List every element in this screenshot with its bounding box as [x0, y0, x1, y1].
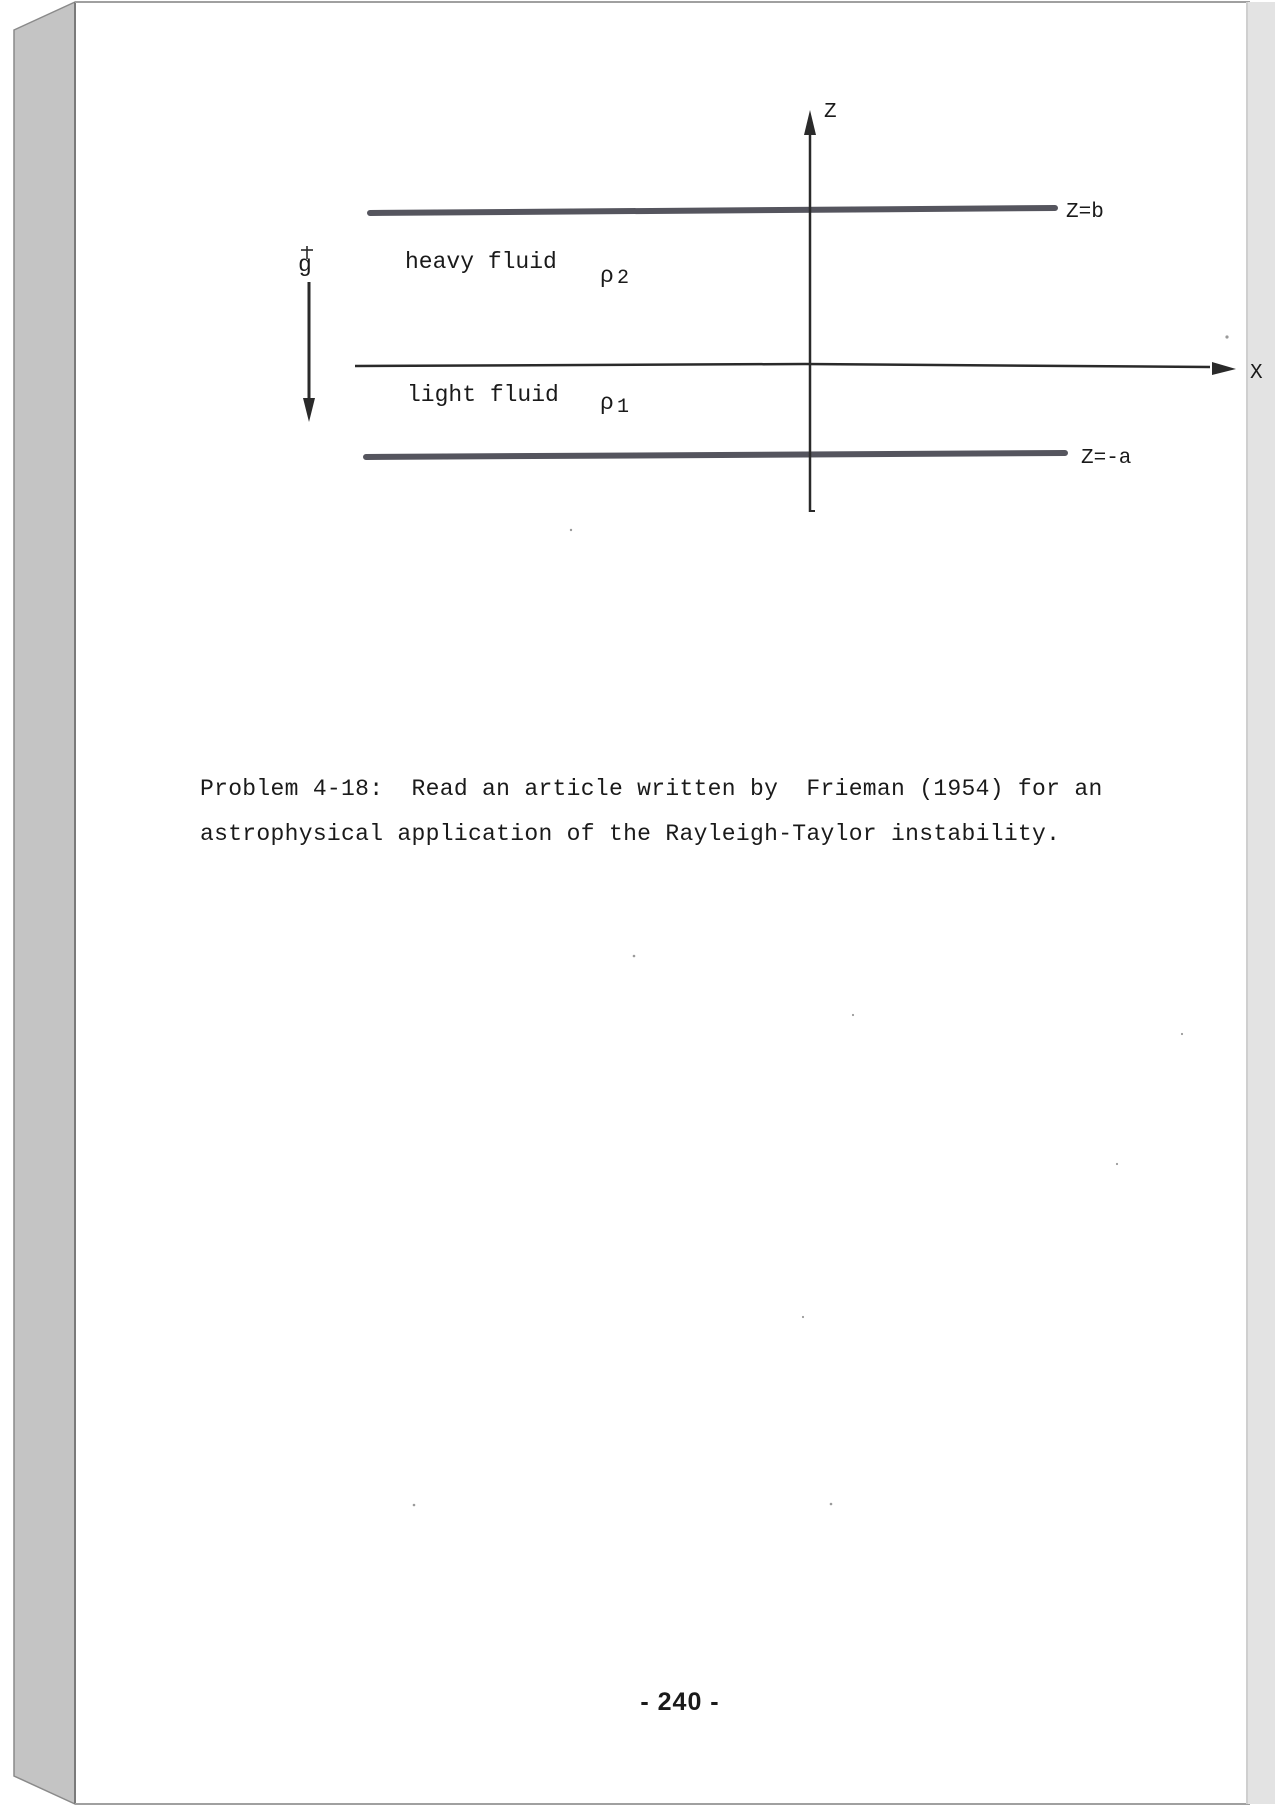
problem-statement-line-2: astrophysical application of the Rayleigh-Taylor instability.: [200, 821, 1061, 847]
x-axis-label: X: [1250, 362, 1263, 385]
light-fluid-label: light fluid: [407, 382, 559, 408]
heavy-fluid-label: heavy fluid: [405, 249, 557, 275]
page-number: - 240 -: [640, 1688, 720, 1716]
scan-specks: [413, 335, 1229, 1506]
book-spine: [14, 2, 75, 1804]
upper-boundary-label: Z=b: [1066, 201, 1104, 224]
rayleigh-taylor-diagram: [298, 101, 1263, 512]
x-axis-line: [355, 364, 1210, 367]
gravity-arrowhead: [303, 398, 315, 422]
gravity-label: g: [298, 252, 312, 278]
upper-boundary-plate: [370, 208, 1055, 213]
z-axis-label: Z: [824, 101, 837, 124]
x-axis-arrowhead: [1212, 362, 1236, 375]
problem-statement-line-1: Problem 4-18: Read an article written by Frieman (1954) for an: [200, 776, 1103, 802]
lower-boundary-label: Z=-a: [1081, 447, 1132, 470]
lower-boundary-plate: [366, 453, 1065, 457]
z-axis-arrowhead: [804, 110, 816, 135]
light-fluid-symbol: ρ: [600, 390, 614, 416]
page-fore-edge: [1247, 2, 1275, 1804]
heavy-fluid-symbol: ρ: [600, 263, 614, 289]
light-fluid-subscript: 1: [617, 396, 630, 419]
heavy-fluid-subscript: 2: [617, 267, 630, 290]
